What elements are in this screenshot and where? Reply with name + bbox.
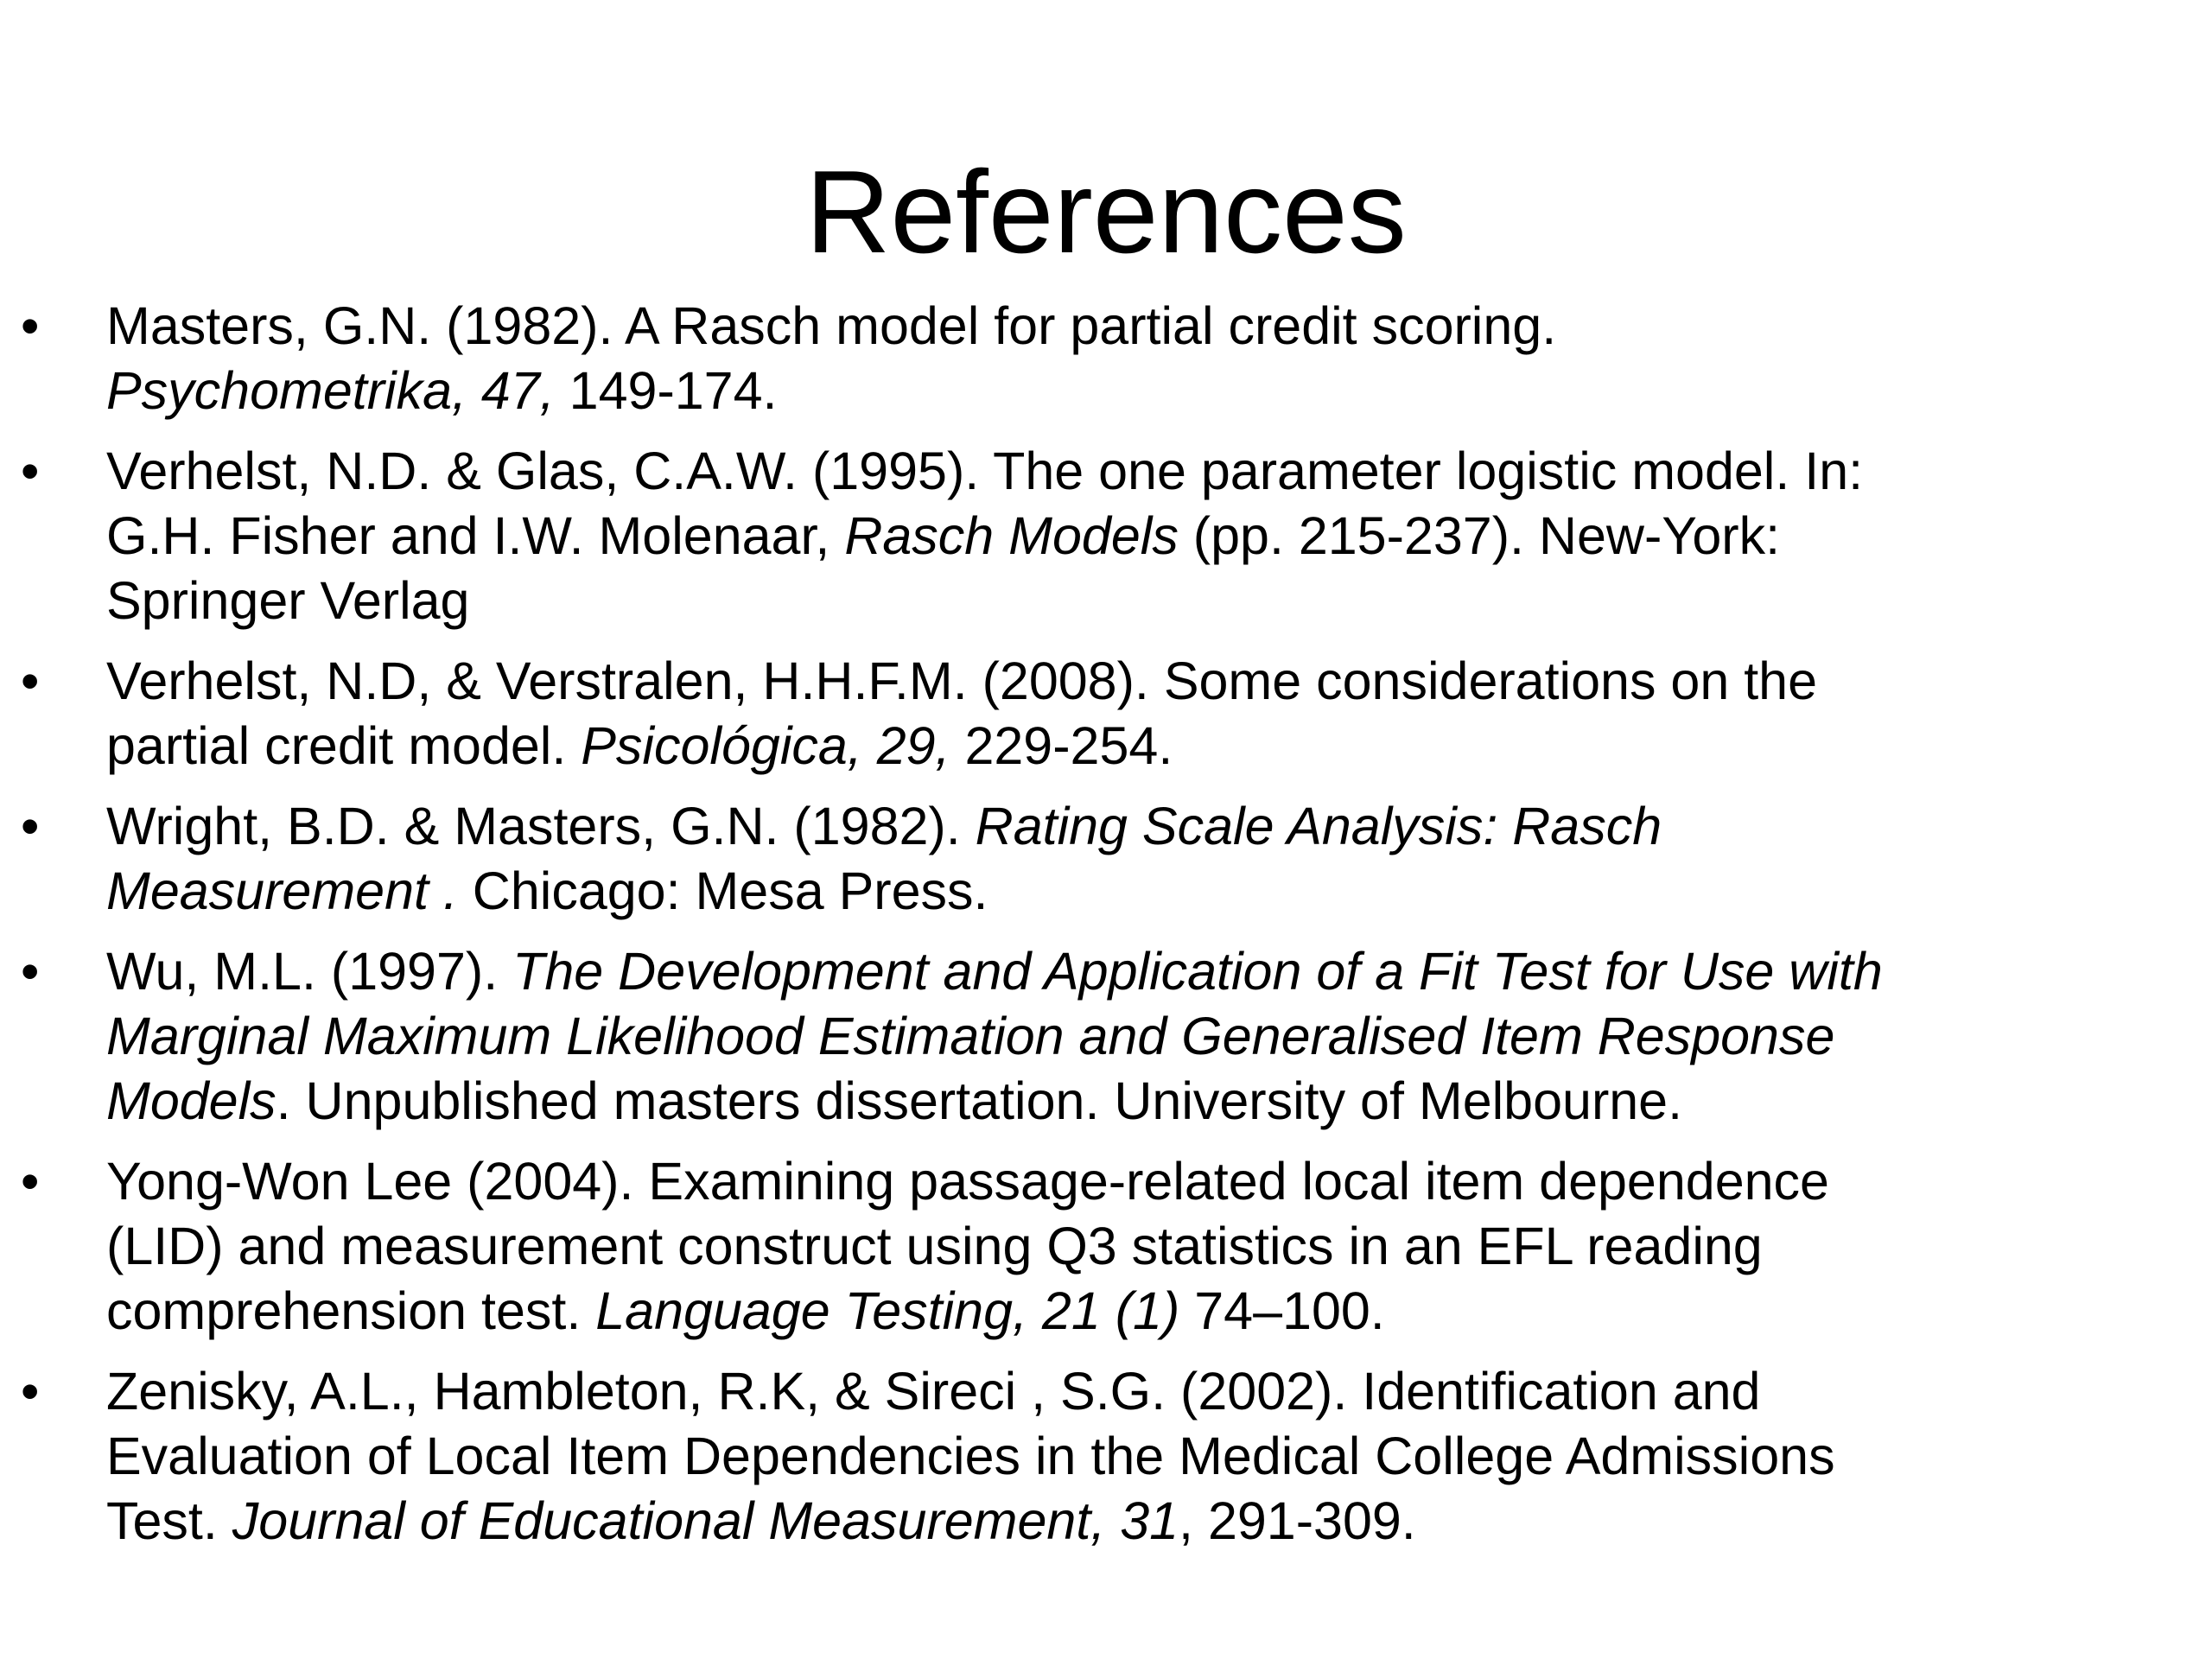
- reference-text: Wright, B.D. & Masters, G.N. (1982).: [106, 797, 976, 855]
- reference-item: [0, 439, 2195, 633]
- reference-list: [0, 294, 2195, 1569]
- reference-line: [106, 1424, 2195, 1489]
- reference-line: [106, 504, 2195, 569]
- reference-italic-text: Rating Scale Analysis: Rasch: [975, 797, 1662, 855]
- reference-item: [0, 1359, 2195, 1554]
- reference-line: [106, 1149, 2195, 1214]
- reference-italic-text: Journal of Educational Measurement, 31: [232, 1491, 1179, 1550]
- bullet-marker: •: [21, 1152, 40, 1211]
- reference-line: [106, 649, 2195, 714]
- reference-text: partial credit model.: [106, 716, 582, 775]
- reference-item: [0, 649, 2195, 779]
- reference-item: [0, 1149, 2195, 1344]
- reference-text: Chicago: Mesa Press.: [457, 861, 988, 920]
- reference-text: . Unpublished masters dissertation. University of Melbourne.: [276, 1071, 1683, 1130]
- bullet-marker: •: [21, 442, 40, 500]
- bullet-marker: •: [21, 797, 40, 855]
- reference-line: [106, 1359, 2195, 1424]
- reference-text: Evaluation of Local Item Dependencies in the Medical College Admissions: [106, 1427, 1835, 1485]
- reference-italic-text: Models: [106, 1071, 276, 1130]
- reference-line: [106, 359, 2195, 423]
- reference-line: [106, 1489, 2195, 1554]
- reference-line: [106, 794, 2195, 859]
- reference-text: 229-254.: [950, 716, 1173, 775]
- reference-italic-text: The Development and Application of a Fit Test for Use with: [512, 942, 1883, 1001]
- reference-text: Verhelst, N.D, & Verstralen, H.H.F.M. (2008). Some considerations on the: [106, 652, 1817, 710]
- reference-text: , 291-309.: [1179, 1491, 1416, 1550]
- reference-text: Verhelst, N.D. & Glas, C.A.W. (1995). The one parameter logistic model. In:: [106, 442, 1864, 500]
- reference-line: [106, 1214, 2195, 1279]
- reference-line: [106, 1279, 2195, 1344]
- reference-text: 149-174.: [554, 361, 778, 420]
- reference-item: [0, 939, 2195, 1134]
- reference-text: Masters, G.N. (1982). A Rasch model for partial credit scoring.: [106, 296, 1557, 355]
- reference-line: [106, 439, 2195, 504]
- reference-italic-text: Measurement .: [106, 861, 458, 920]
- reference-italic-text: Marginal Maximum Likelihood Estimation and Generalised Item Response: [106, 1007, 1835, 1065]
- reference-line: [106, 294, 2195, 359]
- reference-text: Wu, M.L. (1997).: [106, 942, 513, 1001]
- reference-italic-text: Rasch Models: [844, 506, 1179, 565]
- reference-item: [0, 794, 2195, 924]
- slide-title: References: [805, 146, 1407, 277]
- reference-line: [106, 1069, 2195, 1134]
- reference-italic-text: Psicológica, 29,: [581, 716, 950, 775]
- bullet-marker: •: [21, 1362, 40, 1421]
- reference-text: (pp. 215-237). New-York:: [1178, 506, 1781, 565]
- bullet-marker: •: [21, 942, 40, 1001]
- reference-text: comprehension test.: [106, 1281, 596, 1340]
- reference-italic-text: Language Testing, 21 (1): [595, 1281, 1180, 1340]
- reference-line: [106, 939, 2195, 1004]
- bullet-marker: •: [21, 296, 40, 355]
- reference-text: Yong-Won Lee (2004). Examining passage-related local item dependence: [106, 1152, 1829, 1211]
- reference-text: (LID) and measurement construct using Q3 statistics in an EFL reading: [106, 1217, 1763, 1275]
- reference-line: [106, 859, 2195, 924]
- reference-line: [106, 569, 2195, 633]
- reference-text: G.H. Fisher and I.W. Molenaar,: [106, 506, 845, 565]
- reference-line: [106, 1004, 2195, 1069]
- bullet-marker: •: [21, 652, 40, 710]
- reference-italic-text: Psychometrika, 47,: [106, 361, 555, 420]
- reference-item: [0, 294, 2195, 423]
- reference-line: [106, 714, 2195, 779]
- reference-text: Springer Verlag: [106, 571, 470, 630]
- reference-text: Test.: [106, 1491, 232, 1550]
- reference-text: Zenisky, A.L., Hambleton, R.K, & Sireci , S.G. (2002). Identification and: [106, 1362, 1761, 1421]
- reference-text: 74–100.: [1179, 1281, 1385, 1340]
